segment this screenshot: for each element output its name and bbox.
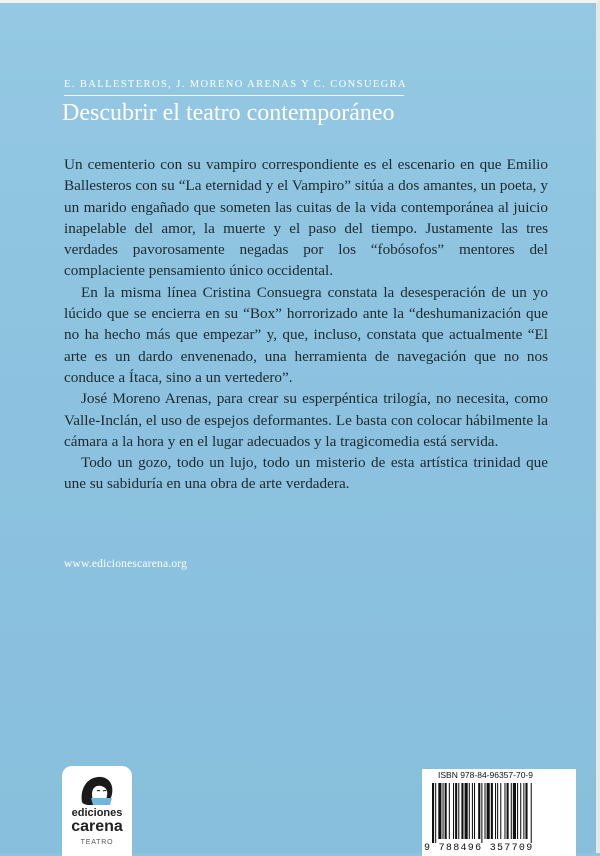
barcode-panel	[422, 769, 576, 856]
blurb-paragraph: José Moreno Arenas, para crear su esperpéntica trilogía, no necesita, como Valle-Inclán, el uso de espejos deformantes. Le basta con colocar hábilmente la cámara a la hora y en el lugar adecuados y la tragicomedia está servida.	[64, 390, 548, 450]
logo-text-teatro: TEATRO	[80, 839, 114, 846]
face-silhouette-icon	[74, 772, 120, 808]
blurb	[64, 154, 548, 495]
blurb-paragraph: Un cementerio con su vampiro correspondiente es el escenario en que Emilio Ballesteros con su “La eternidad y el Vampiro” sitúa a dos amantes, un poeta, y un marido engañado que someten las cuitas de la vida contemporánea al juicio inapelable del amor, la muerte y el paso del tiempo. Justamente las tres verdades pavorosamente negadas por los “fobósofos” mentores del complaciente pensamiento único occidental.	[64, 156, 548, 280]
authors-line: E. BALLESTEROS, J. MORENO ARENAS Y C. CONSUEGRA	[64, 79, 408, 90]
book-title: Descubrir el teatro contemporáneo	[62, 100, 395, 126]
blurb-paragraph: En la misma línea Cristina Consuegra constata la desesperación de un yo lúcido que se encierra en su “Box” horrorizado ante la “deshumanización que no ha hecho más que empezar” y, que, incluso, constata que actualmente “El arte es un dardo envenenado, una herramienta de navegación que no nos conduce a Ítaca, sino a un vertedero”.	[64, 283, 548, 386]
blurb-paragraph: Todo un gozo, todo un lujo, todo un misterio de esta artística trinidad que une su sabiduría en una obra de arte verdadera.	[64, 454, 548, 493]
publisher-website: www.edicionescarena.org	[64, 558, 188, 570]
title-divider	[64, 95, 404, 96]
barcode-icon	[428, 783, 570, 843]
barcode-digits: 9 788496 357709	[424, 843, 534, 854]
isbn-label: ISBN 978-84-96357-70-9	[438, 770, 533, 780]
publisher-logo	[62, 766, 132, 856]
logo-text-carena: carena	[71, 818, 123, 835]
logo-text-ediciones: ediciones	[71, 807, 123, 819]
